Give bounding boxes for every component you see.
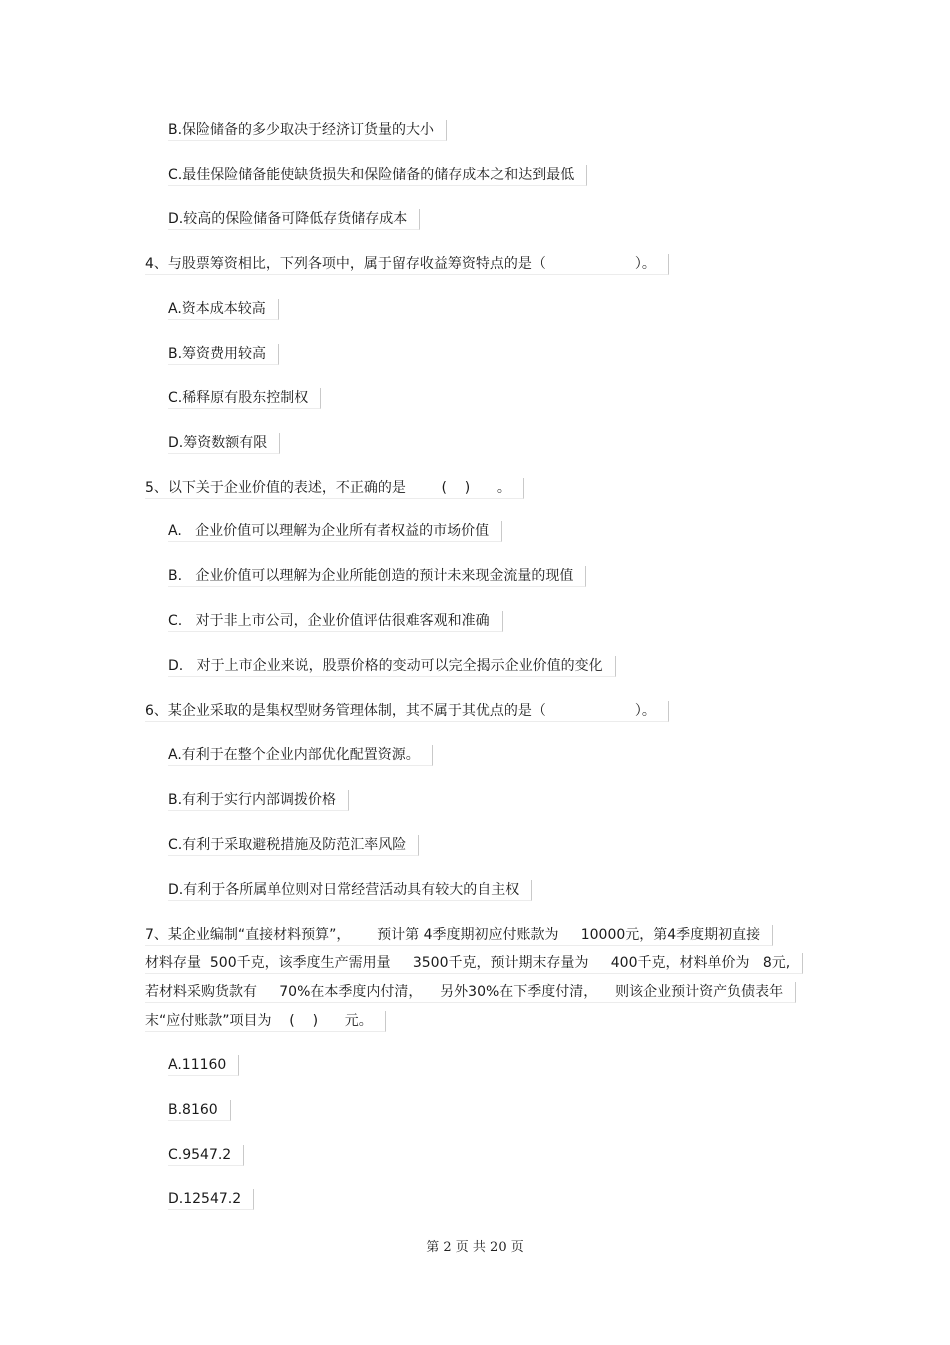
q3-option-d: D.较高的保险储备可降低存货储存成本: [168, 209, 420, 230]
q7-option-b: B.8160: [168, 1100, 231, 1121]
q7-stem-line-2: 材料存量 500千克，该季度生产需用量 3500千克，预计期末存量为 400千克，材料单价为 8元,: [145, 953, 803, 974]
q4-stem: 4、与股票筹资相比，下列各项中，属于留存收益筹资特点的是（ ）。: [145, 254, 669, 275]
q4-option-b: B.筹资费用较高: [168, 344, 279, 365]
q6-stem: 6、某企业采取的是集权型财务管理体制，其不属于其优点的是（ ）。: [145, 701, 669, 722]
page-number-footer: 第 2 页 共 20 页: [426, 1240, 524, 1255]
q4-option-a: A.资本成本较高: [168, 299, 279, 320]
q3-option-b: B.保险储备的多少取决于经济订货量的大小: [168, 120, 447, 141]
q7-stem-line-4: 末“应付账款”项目为 ( ) 元。: [145, 1011, 386, 1032]
q4-option-d: D.筹资数额有限: [168, 433, 280, 454]
q6-option-a: A.有利于在整个企业内部优化配置资源。: [168, 745, 433, 766]
q7-stem-line-3: 若材料采购货款有 70%在本季度内付清， 另外30%在下季度付清， 则该企业预计资产负债表年: [145, 982, 796, 1003]
q7-option-a: A.11160: [168, 1055, 239, 1076]
q7-option-c: C.9547.2: [168, 1145, 244, 1166]
q6-option-d: D.有利于各所属单位则对日常经营活动具有较大的自主权: [168, 880, 532, 901]
q6-option-b: B.有利于实行内部调拨价格: [168, 790, 349, 811]
q5-option-c: C. 对于非上市公司，企业价值评估很难客观和准确: [168, 611, 503, 632]
q7-option-d: D.12547.2: [168, 1189, 254, 1210]
q5-option-a: A. 企业价值可以理解为企业所有者权益的市场价值: [168, 521, 502, 542]
q6-option-c: C.有利于采取避税措施及防范汇率风险: [168, 835, 419, 856]
q5-option-d: D. 对于上市企业来说，股票价格的变动可以完全揭示企业价值的变化: [168, 656, 616, 677]
q5-stem: 5、以下关于企业价值的表述，不正确的是 ( ) 。: [145, 478, 524, 499]
q5-option-b: B. 企业价值可以理解为企业所能创造的预计未来现金流量的现值: [168, 566, 586, 587]
q3-option-c: C.最佳保险储备能使缺货损失和保险储备的储存成本之和达到最低: [168, 165, 587, 186]
q4-option-c: C.稀释原有股东控制权: [168, 388, 321, 409]
q7-stem-line-1: 7、某企业编制“直接材料预算”， 预计第 4季度期初应付账款为 10000元，第4季度期初直接: [145, 925, 773, 946]
